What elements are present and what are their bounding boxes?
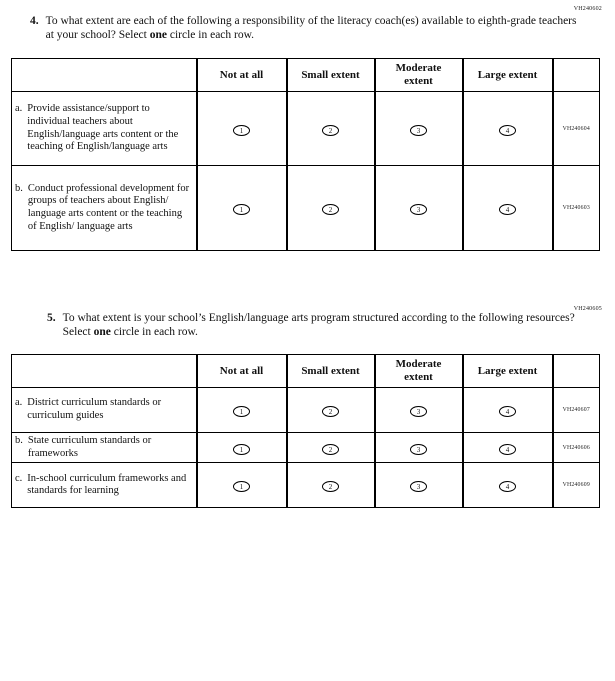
row-label-cell <box>12 166 197 251</box>
row-letter: a. <box>15 397 23 409</box>
row-code: VH240607 <box>553 388 600 433</box>
row-code: VH240604 <box>553 92 600 166</box>
option-cell <box>375 463 463 508</box>
answer-bubble[interactable]: 2 <box>322 125 339 136</box>
row-label: State curriculum standards or frameworks <box>27 435 152 459</box>
option-cell <box>287 463 375 508</box>
table-row <box>12 388 600 433</box>
row-letter: c. <box>15 472 23 484</box>
question-5-table <box>11 354 600 508</box>
table-row <box>12 92 600 166</box>
option-cell <box>375 388 463 433</box>
option-cell <box>287 388 375 433</box>
code-column-header <box>553 59 600 92</box>
answer-bubble[interactable]: 3 <box>410 125 427 136</box>
column-header-moderate-extent: Moderate extent <box>375 355 463 388</box>
option-cell <box>375 92 463 166</box>
option-cell <box>287 433 375 463</box>
header-row <box>12 59 600 92</box>
answer-bubble[interactable]: 2 <box>322 204 339 215</box>
question-4-table <box>11 58 600 251</box>
row-label-cell <box>12 433 197 463</box>
corner-cell <box>12 59 197 92</box>
row-label: Conduct professional development for groups of teachers about English/ language arts content or the teaching of English/ language arts <box>27 182 190 232</box>
option-cell <box>197 166 287 251</box>
option-cell <box>463 388 553 433</box>
question-4-code: VH240602 <box>573 6 602 12</box>
column-header-small-extent: Small extent <box>287 355 375 388</box>
option-cell <box>375 433 463 463</box>
answer-bubble[interactable]: 1 <box>233 481 250 492</box>
answer-bubble[interactable]: 4 <box>499 444 516 455</box>
column-header-moderate-extent: Moderate extent <box>375 59 463 92</box>
row-label: Provide assistance/support to individual teachers about English/language arts content or the teaching of English/language arts <box>27 103 179 153</box>
answer-bubble[interactable]: 2 <box>322 481 339 492</box>
question-5 <box>47 311 577 340</box>
header-row <box>12 355 600 388</box>
row-label-cell <box>12 92 197 166</box>
column-header-small-extent: Small extent <box>287 59 375 92</box>
option-cell <box>463 166 553 251</box>
row-letter: a. <box>15 103 23 115</box>
table-row <box>12 463 600 508</box>
row-letter: b. <box>15 435 23 446</box>
answer-bubble[interactable]: 3 <box>410 406 427 417</box>
table-row <box>12 433 600 463</box>
column-header-large-extent: Large extent <box>463 59 553 92</box>
option-cell <box>197 463 287 508</box>
question-4-number: 4. <box>30 15 39 27</box>
column-header-not-at-all: Not at all <box>197 59 287 92</box>
answer-bubble[interactable]: 1 <box>233 444 250 455</box>
answer-bubble[interactable]: 4 <box>499 204 516 215</box>
question-5-code: VH240605 <box>573 306 602 312</box>
answer-bubble[interactable]: 2 <box>322 406 339 417</box>
option-cell <box>197 92 287 166</box>
code-column-header <box>553 355 600 388</box>
column-header-large-extent: Large extent <box>463 355 553 388</box>
option-cell <box>463 463 553 508</box>
option-cell <box>197 433 287 463</box>
option-cell <box>287 92 375 166</box>
row-code: VH240603 <box>553 166 600 251</box>
row-code: VH240606 <box>553 433 600 463</box>
answer-bubble[interactable]: 4 <box>499 481 516 492</box>
row-letter: b. <box>15 182 23 194</box>
row-label: In-school curriculum frameworks and standards for learning <box>27 472 187 497</box>
corner-cell <box>12 355 197 388</box>
question-4-text: To what extent are each of the following a responsibility of the literacy coach(es) available to eighth-grade teachers at your school? Select one circle in each row. <box>45 15 577 42</box>
answer-bubble[interactable]: 4 <box>499 125 516 136</box>
answer-bubble[interactable]: 1 <box>233 125 250 136</box>
row-label-cell <box>12 388 197 433</box>
answer-bubble[interactable]: 2 <box>322 444 339 455</box>
question-5-text: To what extent is your school’s English/language arts program structured according to the following resources? Select one circle in each row. <box>62 312 575 339</box>
answer-bubble[interactable]: 3 <box>410 481 427 492</box>
question-4 <box>30 14 578 43</box>
row-label: District curriculum standards or curriculum guides <box>27 397 162 421</box>
table-row <box>12 166 600 251</box>
option-cell <box>463 433 553 463</box>
answer-bubble[interactable]: 1 <box>233 406 250 417</box>
row-label-cell <box>12 463 197 508</box>
option-cell <box>375 166 463 251</box>
answer-bubble[interactable]: 3 <box>410 444 427 455</box>
question-5-number: 5. <box>47 312 56 324</box>
option-cell <box>463 92 553 166</box>
answer-bubble[interactable]: 4 <box>499 406 516 417</box>
option-cell <box>197 388 287 433</box>
row-code: VH240609 <box>553 463 600 508</box>
option-cell <box>287 166 375 251</box>
column-header-not-at-all: Not at all <box>197 355 287 388</box>
answer-bubble[interactable]: 3 <box>410 204 427 215</box>
answer-bubble[interactable]: 1 <box>233 204 250 215</box>
